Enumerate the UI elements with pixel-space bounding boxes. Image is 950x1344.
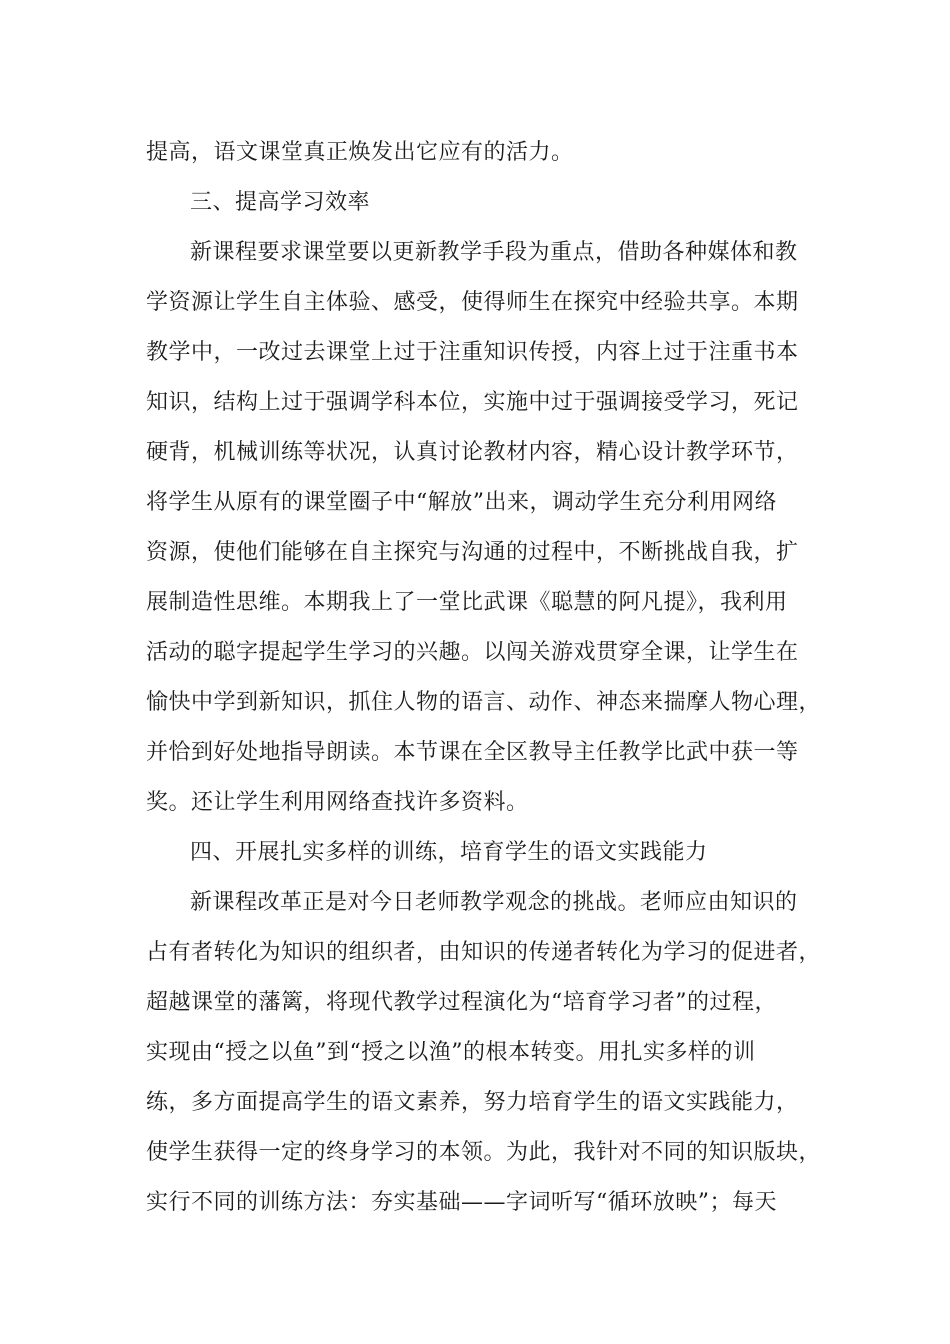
text-line: 资源，使他们能够在自主探究与沟通的过程中，不断挑战自我，扩: [146, 540, 799, 565]
text-line: 奖。还让学生利用网络查找许多资料。: [146, 790, 529, 815]
text-line: 练，多方面提高学生的语文素养，努力培育学生的语文实践能力，: [146, 1090, 799, 1115]
text-line: 实行不同的训练方法：夯实基础——字词听写“循环放映”；每天: [146, 1190, 777, 1215]
text-line: 占有者转化为知识的组织者，由知识的传递者转化为学习的促进者，: [146, 940, 822, 965]
text-line: 活动的聪字提起学生学习的兴趣。以闯关游戏贯穿全课，让学生在: [146, 640, 799, 665]
text-line: 超越课堂的藩篱，将现代教学过程演化为“培育学习者”的过程，: [146, 990, 777, 1015]
text-line: 展制造性思维。本期我上了一堂比武课《聪慧的阿凡提》，我利用: [146, 590, 788, 615]
text-line: 并恰到好处地指导朗读。本节课在全区教导主任教学比武中获一等: [146, 740, 799, 765]
text-line: 教学中，一改过去课堂上过于注重知识传授，内容上过于注重书本: [146, 340, 799, 365]
section-heading-3: 三、提高学习效率: [190, 190, 371, 215]
text-line: 愉快中学到新知识，抓住人物的语言、动作、神态来揣摩人物心理，: [146, 690, 822, 715]
text-line: 新课程要求课堂要以更新教学手段为重点，借助各种媒体和教: [190, 240, 798, 265]
section-heading-4: 四、开展扎实多样的训练，培育学生的语文实践能力: [190, 840, 708, 865]
text-line: 硬背，机械训练等状况，认真讨论教材内容，精心设计教学环节，: [146, 440, 799, 465]
text-line: 新课程改革正是对今日老师教学观念的挑战。老师应由知识的: [190, 890, 798, 915]
text-line: 知识，结构上过于强调学科本位，实施中过于强调接受学习，死记: [146, 390, 799, 415]
text-line: 学资源让学生自主体验、感受，使得师生在探究中经验共享。本期: [146, 290, 799, 315]
text-line: 将学生从原有的课堂圈子中“解放”出来，调动学生充分利用网络: [146, 490, 777, 515]
text-line: 使学生获得一定的终身学习的本领。为此，我针对不同的知识版块，: [146, 1140, 822, 1165]
text-line: 实现由“授之以鱼”到“授之以渔”的根本转变。用扎实多样的训: [146, 1040, 756, 1065]
text-line: 提高，语文课堂真正焕发出它应有的活力。: [146, 140, 574, 165]
